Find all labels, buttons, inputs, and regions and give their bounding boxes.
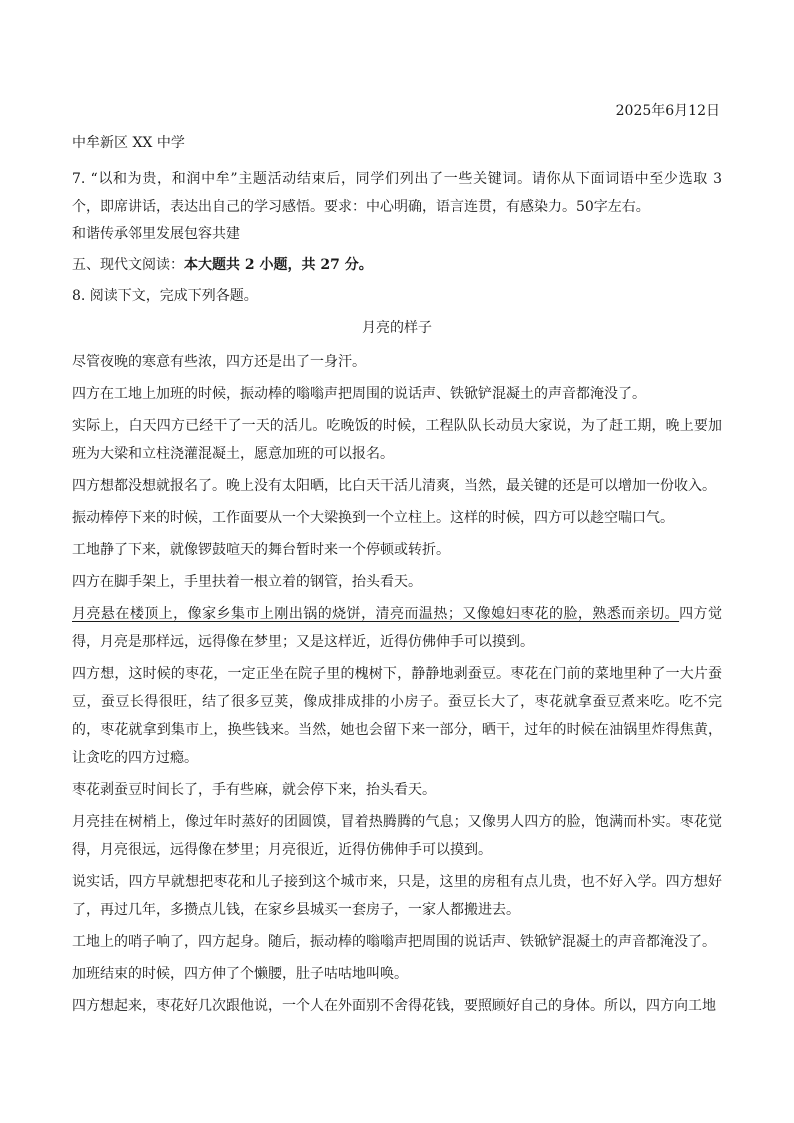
article-paragraph-12: 说实话，四方早就想把枣花和儿子接到这个城市来，只是，这里的房租有点儿贵，也不好入学。四方想好了，再过几年，多攒点儿钱，在家乡县城买一套房子，一家人都搬进去。: [72, 874, 722, 918]
article-paragraph-15: 四方想起来，枣花好几次跟他说，一个人在外面别不舍得花钱，要照顾好自己的身体。所以，四方向工地: [72, 998, 716, 1014]
paragraph-8-rest: 四方觉得，月亮是那样远，远得像在梦里；又是这样近，近得仿佛伸手可以摸到。: [72, 606, 723, 650]
article-paragraph-14: 加班结束的时候，四方伸了个懒腰，肚子咕咕地叫唤。: [72, 966, 408, 982]
article-paragraph-1: 尽管夜晚的寒意有些浓，四方还是出了一身汗。: [72, 354, 366, 370]
article-paragraph-13: 工地上的哨子响了，四方起身。随后，振动棒的嗡嗡声把周围的说话声、铁锨铲混凝土的声音都淹没了。: [72, 934, 716, 950]
section-5-heading: [72, 256, 722, 275]
article-paragraph-2: 四方在工地上加班的时候，振动棒的嗡嗡声把周围的说话声、铁锨铲混凝土的声音都淹没了。: [72, 386, 646, 402]
article-paragraph-11: 月亮挂在树梢上，像过年时蒸好的团圆馍，冒着热腾腾的气息；又像男人四方的脸，饱满而朴实。枣花觉得，月亮很远，远得像在梦里；月亮很近，近得仿佛伸手可以摸到。: [72, 814, 722, 858]
keyword-list: 和谐传承邻里发展包容共建: [72, 226, 240, 242]
question-7: 7. “以和为贵，和润中牟”主题活动结束后，同学们列出了一些关键词。请你从下面词语中至少选取 3 个，即席讲话，表达出自己的学习感悟。要求：中心明确，语言连贯，有感染力。50字左右。: [72, 171, 722, 215]
article-paragraph-8: [72, 600, 722, 656]
question-8-instruction: 8. 阅读下文，完成下列各题。: [72, 288, 258, 304]
school-name: 中牟新区 XX 中学: [72, 135, 185, 151]
section-5-details: 本大题共 2 小题，共 27 分。: [184, 257, 373, 273]
article-paragraph-5: 振动棒停下来的时候，工作面要从一个大梁换到一个立柱上。这样的时候，四方可以趁空喘口气。: [72, 510, 674, 526]
article-paragraph-10: 枣花剥蚕豆时间长了，手有些麻，就会停下来，抬头看天。: [72, 782, 436, 798]
article-paragraph-3: 实际上，白天四方已经干了一天的活儿。吃晚饭的时候，工程队队长动员大家说，为了赶工期，晚上要加班为大梁和立柱浇灌混凝土，愿意加班的可以报名。: [72, 418, 722, 462]
article-paragraph-6: 工地静了下来，就像锣鼓喧天的舞台暂时来一个停顿或转折。: [72, 542, 450, 558]
section-5-label: 五、现代文阅读：: [72, 257, 184, 273]
article-paragraph-9: 四方想，这时候的枣花，一定正坐在院子里的槐树下，静静地剥蚕豆。枣花在门前的菜地里种了一大片蚕豆，蚕豆长得很旺，结了很多豆荚，像成排成排的小房子。蚕豆长大了，枣花就拿蚕豆煮来吃。吃不完的，枣花就拿到集市上，换些钱来。当然，她也会留下来一部分，晒干，过年的时候在油锅里炸得焦黄，让贪吃的四方过瘾。: [72, 666, 722, 766]
exam-page: [72, 0, 722, 1123]
underlined-sentence: 月亮悬在楼顶上，像家乡集市上刚出锅的烧饼，清亮而温热；又像媳妇枣花的脸，熟悉而亲切。: [72, 606, 680, 622]
article-paragraph-7: 四方在脚手架上，手里扶着一根立着的钢管，抬头看天。: [72, 574, 422, 590]
article-title: 月亮的样子: [362, 320, 432, 336]
article-paragraph-4: 四方想都没想就报名了。晚上没有太阳晒，比白天干活儿清爽，当然，最关键的还是可以增加一份收入。: [72, 478, 716, 494]
exam-date: 2025年6月12日: [615, 103, 720, 119]
page-content: [72, 134, 722, 1024]
